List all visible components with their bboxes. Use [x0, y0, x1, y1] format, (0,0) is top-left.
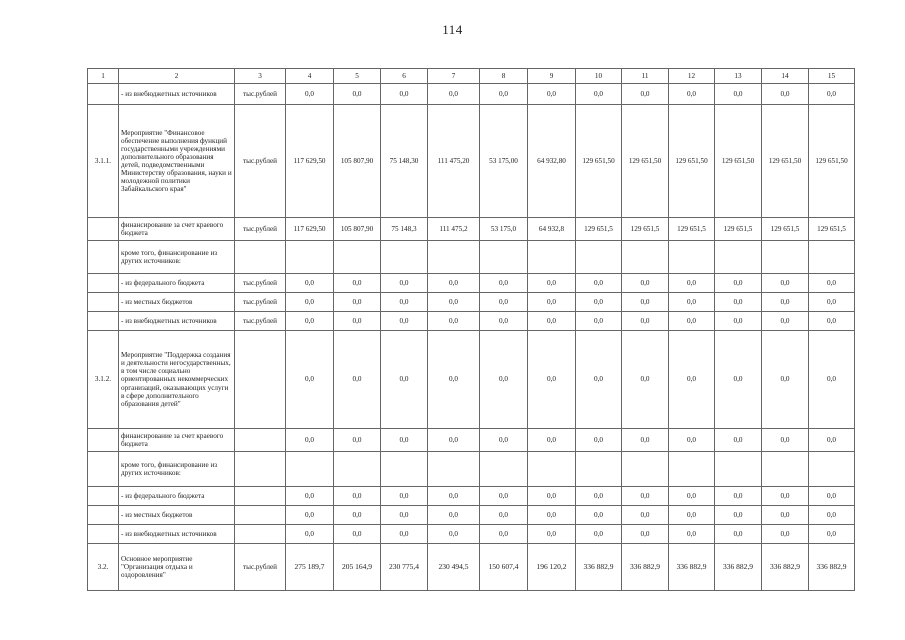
- value-cell: 0,0: [428, 293, 480, 312]
- table-row: [88, 218, 855, 241]
- value-cell: 0,0: [669, 274, 715, 293]
- value-cell: 129 651,5: [762, 218, 809, 241]
- value-cell: 0,0: [334, 487, 381, 506]
- table-row: [88, 84, 855, 105]
- value-cell: 0,0: [428, 274, 480, 293]
- value-cell: 0,0: [622, 331, 669, 429]
- value-cell: 0,0: [286, 274, 334, 293]
- value-cell: 0,0: [809, 506, 855, 525]
- value-cell: 0,0: [809, 84, 855, 105]
- value-cell: [715, 241, 762, 274]
- value-cell: 0,0: [286, 429, 334, 452]
- value-cell: 0,0: [428, 506, 480, 525]
- value-cell: 336 882,9: [715, 544, 762, 591]
- value-cell: 0,0: [528, 331, 576, 429]
- value-cell: 0,0: [286, 506, 334, 525]
- item-number-cell: 3.1.2.: [88, 331, 119, 429]
- value-cell: 0,0: [428, 84, 480, 105]
- value-cell: [381, 241, 428, 274]
- value-cell: 0,0: [334, 331, 381, 429]
- column-header: 12: [669, 69, 715, 84]
- value-cell: 129 651,5: [622, 218, 669, 241]
- value-cell: 0,0: [622, 429, 669, 452]
- column-header: 8: [480, 69, 528, 84]
- table-row: [88, 105, 855, 218]
- value-cell: [762, 241, 809, 274]
- table-row: [88, 331, 855, 429]
- value-cell: 0,0: [809, 487, 855, 506]
- value-cell: 0,0: [528, 274, 576, 293]
- value-cell: 0,0: [622, 84, 669, 105]
- unit-cell: тыс.рублей: [235, 84, 286, 105]
- value-cell: 0,0: [715, 429, 762, 452]
- unit-cell: [235, 452, 286, 487]
- unit-cell: [235, 429, 286, 452]
- value-cell: 0,0: [576, 274, 622, 293]
- item-name-cell: кроме того, финансирование из других источников:: [119, 241, 235, 274]
- value-cell: 0,0: [480, 293, 528, 312]
- value-cell: 336 882,9: [622, 544, 669, 591]
- value-cell: 0,0: [576, 331, 622, 429]
- item-name-cell: финансирование за счет краевого бюджета: [119, 218, 235, 241]
- value-cell: [576, 241, 622, 274]
- item-number-cell: [88, 487, 119, 506]
- value-cell: 0,0: [480, 487, 528, 506]
- table-header-row: [88, 69, 855, 84]
- value-cell: [715, 452, 762, 487]
- value-cell: [576, 452, 622, 487]
- value-cell: 0,0: [762, 525, 809, 544]
- value-cell: [334, 452, 381, 487]
- item-name-cell: - из местных бюджетов: [119, 293, 235, 312]
- value-cell: 0,0: [381, 487, 428, 506]
- value-cell: [622, 452, 669, 487]
- value-cell: 129 651,50: [576, 105, 622, 218]
- item-name-cell: - из внебюджетных источников: [119, 84, 235, 105]
- value-cell: 129 651,5: [669, 218, 715, 241]
- value-cell: [480, 241, 528, 274]
- value-cell: 336 882,9: [762, 544, 809, 591]
- unit-cell: [235, 331, 286, 429]
- column-header: 9: [528, 69, 576, 84]
- value-cell: 230 775,4: [381, 544, 428, 591]
- value-cell: 111 475,20: [428, 105, 480, 218]
- value-cell: [428, 241, 480, 274]
- value-cell: 0,0: [715, 312, 762, 331]
- value-cell: 275 189,7: [286, 544, 334, 591]
- value-cell: 0,0: [381, 331, 428, 429]
- item-number-cell: 3.2.: [88, 544, 119, 591]
- value-cell: 117 629,50: [286, 218, 334, 241]
- unit-cell: [235, 525, 286, 544]
- value-cell: 0,0: [286, 525, 334, 544]
- value-cell: [809, 452, 855, 487]
- column-header: 3: [235, 69, 286, 84]
- value-cell: 0,0: [622, 312, 669, 331]
- value-cell: 0,0: [480, 312, 528, 331]
- table-row: [88, 506, 855, 525]
- item-name-cell: - из внебюджетных источников: [119, 525, 235, 544]
- table-row: [88, 274, 855, 293]
- value-cell: 0,0: [528, 84, 576, 105]
- value-cell: 0,0: [334, 312, 381, 331]
- value-cell: 0,0: [762, 429, 809, 452]
- value-cell: 0,0: [622, 487, 669, 506]
- value-cell: 0,0: [622, 293, 669, 312]
- value-cell: 0,0: [715, 525, 762, 544]
- item-name-cell: Мероприятие "Поддержка создания и деятельности негосударственных, в том числе социально ориентированных некоммерческих организаций, оказывающих услуги в сфере дополнительного образования детей": [119, 331, 235, 429]
- page-number: 114: [442, 22, 463, 37]
- value-cell: 0,0: [286, 293, 334, 312]
- value-cell: 0,0: [480, 331, 528, 429]
- value-cell: 0,0: [669, 506, 715, 525]
- value-cell: 0,0: [715, 293, 762, 312]
- value-cell: 0,0: [381, 429, 428, 452]
- value-cell: [669, 241, 715, 274]
- value-cell: 0,0: [286, 84, 334, 105]
- item-number-cell: [88, 84, 119, 105]
- column-header: 2: [119, 69, 235, 84]
- value-cell: 0,0: [576, 506, 622, 525]
- column-header: 13: [715, 69, 762, 84]
- value-cell: 0,0: [334, 293, 381, 312]
- value-cell: 0,0: [762, 293, 809, 312]
- value-cell: 0,0: [762, 274, 809, 293]
- item-number-cell: [88, 293, 119, 312]
- value-cell: 0,0: [334, 525, 381, 544]
- value-cell: 0,0: [669, 293, 715, 312]
- value-cell: 0,0: [428, 331, 480, 429]
- value-cell: 0,0: [809, 293, 855, 312]
- value-cell: 0,0: [669, 487, 715, 506]
- value-cell: 0,0: [669, 429, 715, 452]
- unit-cell: [235, 487, 286, 506]
- value-cell: 0,0: [428, 487, 480, 506]
- value-cell: 336 882,9: [809, 544, 855, 591]
- value-cell: 129 651,5: [809, 218, 855, 241]
- value-cell: 75 148,3: [381, 218, 428, 241]
- table-row: [88, 525, 855, 544]
- value-cell: 336 882,9: [576, 544, 622, 591]
- value-cell: 0,0: [286, 331, 334, 429]
- item-name-cell: Мероприятие "Финансовое обеспечение выполнения функций государственными учреждениями дополнительного образования детей, подведомственными Министерству образования, науки и молодежной политики Забайкальского края": [119, 105, 235, 218]
- item-name-cell: - из федерального бюджета: [119, 274, 235, 293]
- value-cell: 0,0: [381, 506, 428, 525]
- table-row: [88, 429, 855, 452]
- value-cell: 117 629,50: [286, 105, 334, 218]
- value-cell: 129 651,50: [622, 105, 669, 218]
- value-cell: 0,0: [528, 293, 576, 312]
- value-cell: 0,0: [715, 84, 762, 105]
- item-number-cell: 3.1.1.: [88, 105, 119, 218]
- value-cell: 0,0: [669, 312, 715, 331]
- column-header: 7: [428, 69, 480, 84]
- value-cell: 0,0: [762, 312, 809, 331]
- value-cell: 0,0: [762, 487, 809, 506]
- value-cell: [428, 452, 480, 487]
- item-number-cell: [88, 506, 119, 525]
- value-cell: 230 494,5: [428, 544, 480, 591]
- value-cell: 0,0: [528, 525, 576, 544]
- value-cell: [528, 241, 576, 274]
- value-cell: 0,0: [528, 487, 576, 506]
- value-cell: 0,0: [528, 312, 576, 331]
- value-cell: 0,0: [334, 274, 381, 293]
- value-cell: 0,0: [669, 331, 715, 429]
- value-cell: [480, 452, 528, 487]
- table-row: [88, 241, 855, 274]
- value-cell: 196 120,2: [528, 544, 576, 591]
- column-header: 10: [576, 69, 622, 84]
- value-cell: 53 175,00: [480, 105, 528, 218]
- value-cell: [528, 452, 576, 487]
- unit-cell: тыс.рублей: [235, 105, 286, 218]
- value-cell: 0,0: [762, 331, 809, 429]
- unit-cell: [235, 506, 286, 525]
- value-cell: 0,0: [576, 84, 622, 105]
- value-cell: 0,0: [381, 274, 428, 293]
- value-cell: 0,0: [576, 312, 622, 331]
- value-cell: [622, 241, 669, 274]
- unit-cell: [235, 241, 286, 274]
- value-cell: 129 651,5: [715, 218, 762, 241]
- column-header: 11: [622, 69, 669, 84]
- value-cell: 105 807,90: [334, 218, 381, 241]
- column-header: 15: [809, 69, 855, 84]
- value-cell: [669, 452, 715, 487]
- table-row: [88, 452, 855, 487]
- value-cell: 0,0: [809, 274, 855, 293]
- value-cell: 0,0: [576, 429, 622, 452]
- value-cell: 75 148,30: [381, 105, 428, 218]
- value-cell: 0,0: [381, 293, 428, 312]
- value-cell: [762, 452, 809, 487]
- value-cell: 0,0: [809, 429, 855, 452]
- value-cell: 0,0: [715, 506, 762, 525]
- value-cell: 129 651,50: [762, 105, 809, 218]
- value-cell: 0,0: [480, 84, 528, 105]
- value-cell: 0,0: [480, 274, 528, 293]
- value-cell: [381, 452, 428, 487]
- value-cell: 111 475,2: [428, 218, 480, 241]
- column-header: 14: [762, 69, 809, 84]
- unit-cell: тыс.рублей: [235, 293, 286, 312]
- item-number-cell: [88, 312, 119, 331]
- item-number-cell: [88, 525, 119, 544]
- unit-cell: тыс.рублей: [235, 312, 286, 331]
- item-number-cell: [88, 452, 119, 487]
- value-cell: 0,0: [669, 84, 715, 105]
- value-cell: [334, 241, 381, 274]
- value-cell: 0,0: [428, 312, 480, 331]
- table-row: [88, 487, 855, 506]
- value-cell: 0,0: [528, 506, 576, 525]
- value-cell: 0,0: [762, 84, 809, 105]
- table-row: [88, 293, 855, 312]
- value-cell: 0,0: [480, 525, 528, 544]
- item-name-cell: Основное мероприятие "Организация отдыха и оздоровления": [119, 544, 235, 591]
- value-cell: 105 807,90: [334, 105, 381, 218]
- item-name-cell: - из федерального бюджета: [119, 487, 235, 506]
- value-cell: 0,0: [576, 525, 622, 544]
- column-header: 4: [286, 69, 334, 84]
- budget-table: [87, 68, 855, 591]
- value-cell: 0,0: [334, 84, 381, 105]
- value-cell: 0,0: [428, 429, 480, 452]
- unit-cell: тыс.рублей: [235, 544, 286, 591]
- unit-cell: тыс.рублей: [235, 218, 286, 241]
- value-cell: 0,0: [622, 506, 669, 525]
- value-cell: 0,0: [528, 429, 576, 452]
- value-cell: 0,0: [715, 274, 762, 293]
- value-cell: 0,0: [480, 429, 528, 452]
- value-cell: 0,0: [576, 487, 622, 506]
- value-cell: 0,0: [334, 506, 381, 525]
- column-header: 6: [381, 69, 428, 84]
- column-header: 1: [88, 69, 119, 84]
- value-cell: [809, 241, 855, 274]
- value-cell: 0,0: [809, 525, 855, 544]
- value-cell: 0,0: [334, 429, 381, 452]
- table-row: [88, 544, 855, 591]
- value-cell: 0,0: [286, 312, 334, 331]
- value-cell: 205 164,9: [334, 544, 381, 591]
- value-cell: 0,0: [576, 293, 622, 312]
- value-cell: 0,0: [669, 525, 715, 544]
- value-cell: 0,0: [715, 331, 762, 429]
- value-cell: 0,0: [809, 312, 855, 331]
- item-name-cell: кроме того, финансирование из других источников:: [119, 452, 235, 487]
- value-cell: 0,0: [622, 274, 669, 293]
- value-cell: 64 932,80: [528, 105, 576, 218]
- value-cell: 0,0: [480, 506, 528, 525]
- value-cell: [286, 452, 334, 487]
- item-name-cell: финансирование за счет краевого бюджета: [119, 429, 235, 452]
- value-cell: 0,0: [286, 487, 334, 506]
- value-cell: [286, 241, 334, 274]
- value-cell: 129 651,50: [715, 105, 762, 218]
- value-cell: 0,0: [381, 525, 428, 544]
- item-number-cell: [88, 274, 119, 293]
- value-cell: 150 607,4: [480, 544, 528, 591]
- value-cell: 64 932,8: [528, 218, 576, 241]
- value-cell: 0,0: [381, 312, 428, 331]
- value-cell: 0,0: [428, 525, 480, 544]
- value-cell: 129 651,5: [576, 218, 622, 241]
- value-cell: 0,0: [381, 84, 428, 105]
- value-cell: 0,0: [762, 506, 809, 525]
- value-cell: 129 651,50: [809, 105, 855, 218]
- unit-cell: тыс.рублей: [235, 274, 286, 293]
- column-header: 5: [334, 69, 381, 84]
- item-name-cell: - из местных бюджетов: [119, 506, 235, 525]
- item-number-cell: [88, 241, 119, 274]
- value-cell: 0,0: [809, 331, 855, 429]
- table-body: [88, 69, 855, 591]
- value-cell: 0,0: [622, 525, 669, 544]
- value-cell: 0,0: [715, 487, 762, 506]
- item-number-cell: [88, 429, 119, 452]
- value-cell: 53 175,0: [480, 218, 528, 241]
- item-name-cell: - из внебюджетных источников: [119, 312, 235, 331]
- value-cell: 336 882,9: [669, 544, 715, 591]
- table-row: [88, 312, 855, 331]
- value-cell: 129 651,50: [669, 105, 715, 218]
- item-number-cell: [88, 218, 119, 241]
